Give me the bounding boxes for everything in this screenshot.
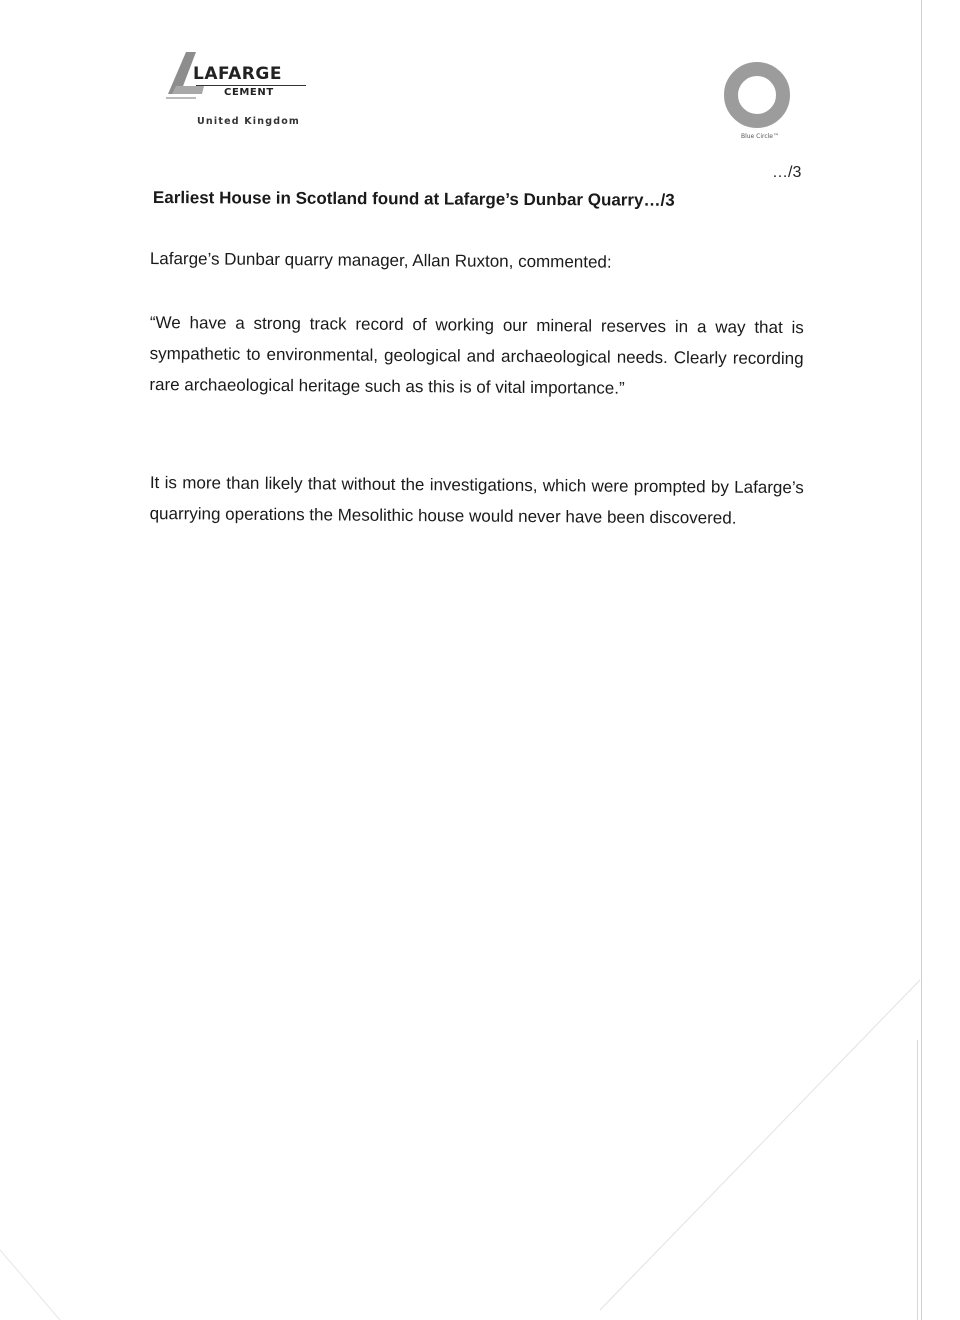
page-reference: …/3 <box>772 164 802 181</box>
brand-name: LAFARGE <box>193 64 282 84</box>
brand-country: United Kingdom <box>197 116 301 127</box>
brand-divider <box>196 85 306 86</box>
partner-logo-label: Blue Circle™ <box>740 133 780 140</box>
brand-subtitle: CEMENT <box>224 87 274 98</box>
document-title: Earliest House in Scotland found at Lafarge’s Dunbar Quarry…/3 <box>152 188 675 210</box>
intro-paragraph: Lafarge’s Dunbar quarry manager, Allan Ruxton, commented: <box>149 248 612 272</box>
blue-circle-ring-icon <box>722 60 792 130</box>
closing-paragraph: It is more than likely that without the investigations, which were prompted by Lafarge’s quarrying operations the Mesolithic house would never have been discovered. <box>149 472 804 528</box>
quote-paragraph: “We have a strong track record of working our mineral reserves in a way that is sympathetic to environmental, geological and archaeological needs. Clearly recording rare archaeological heritage such as this is of vital importance.” <box>149 312 804 398</box>
lafarge-logo <box>166 50 316 110</box>
